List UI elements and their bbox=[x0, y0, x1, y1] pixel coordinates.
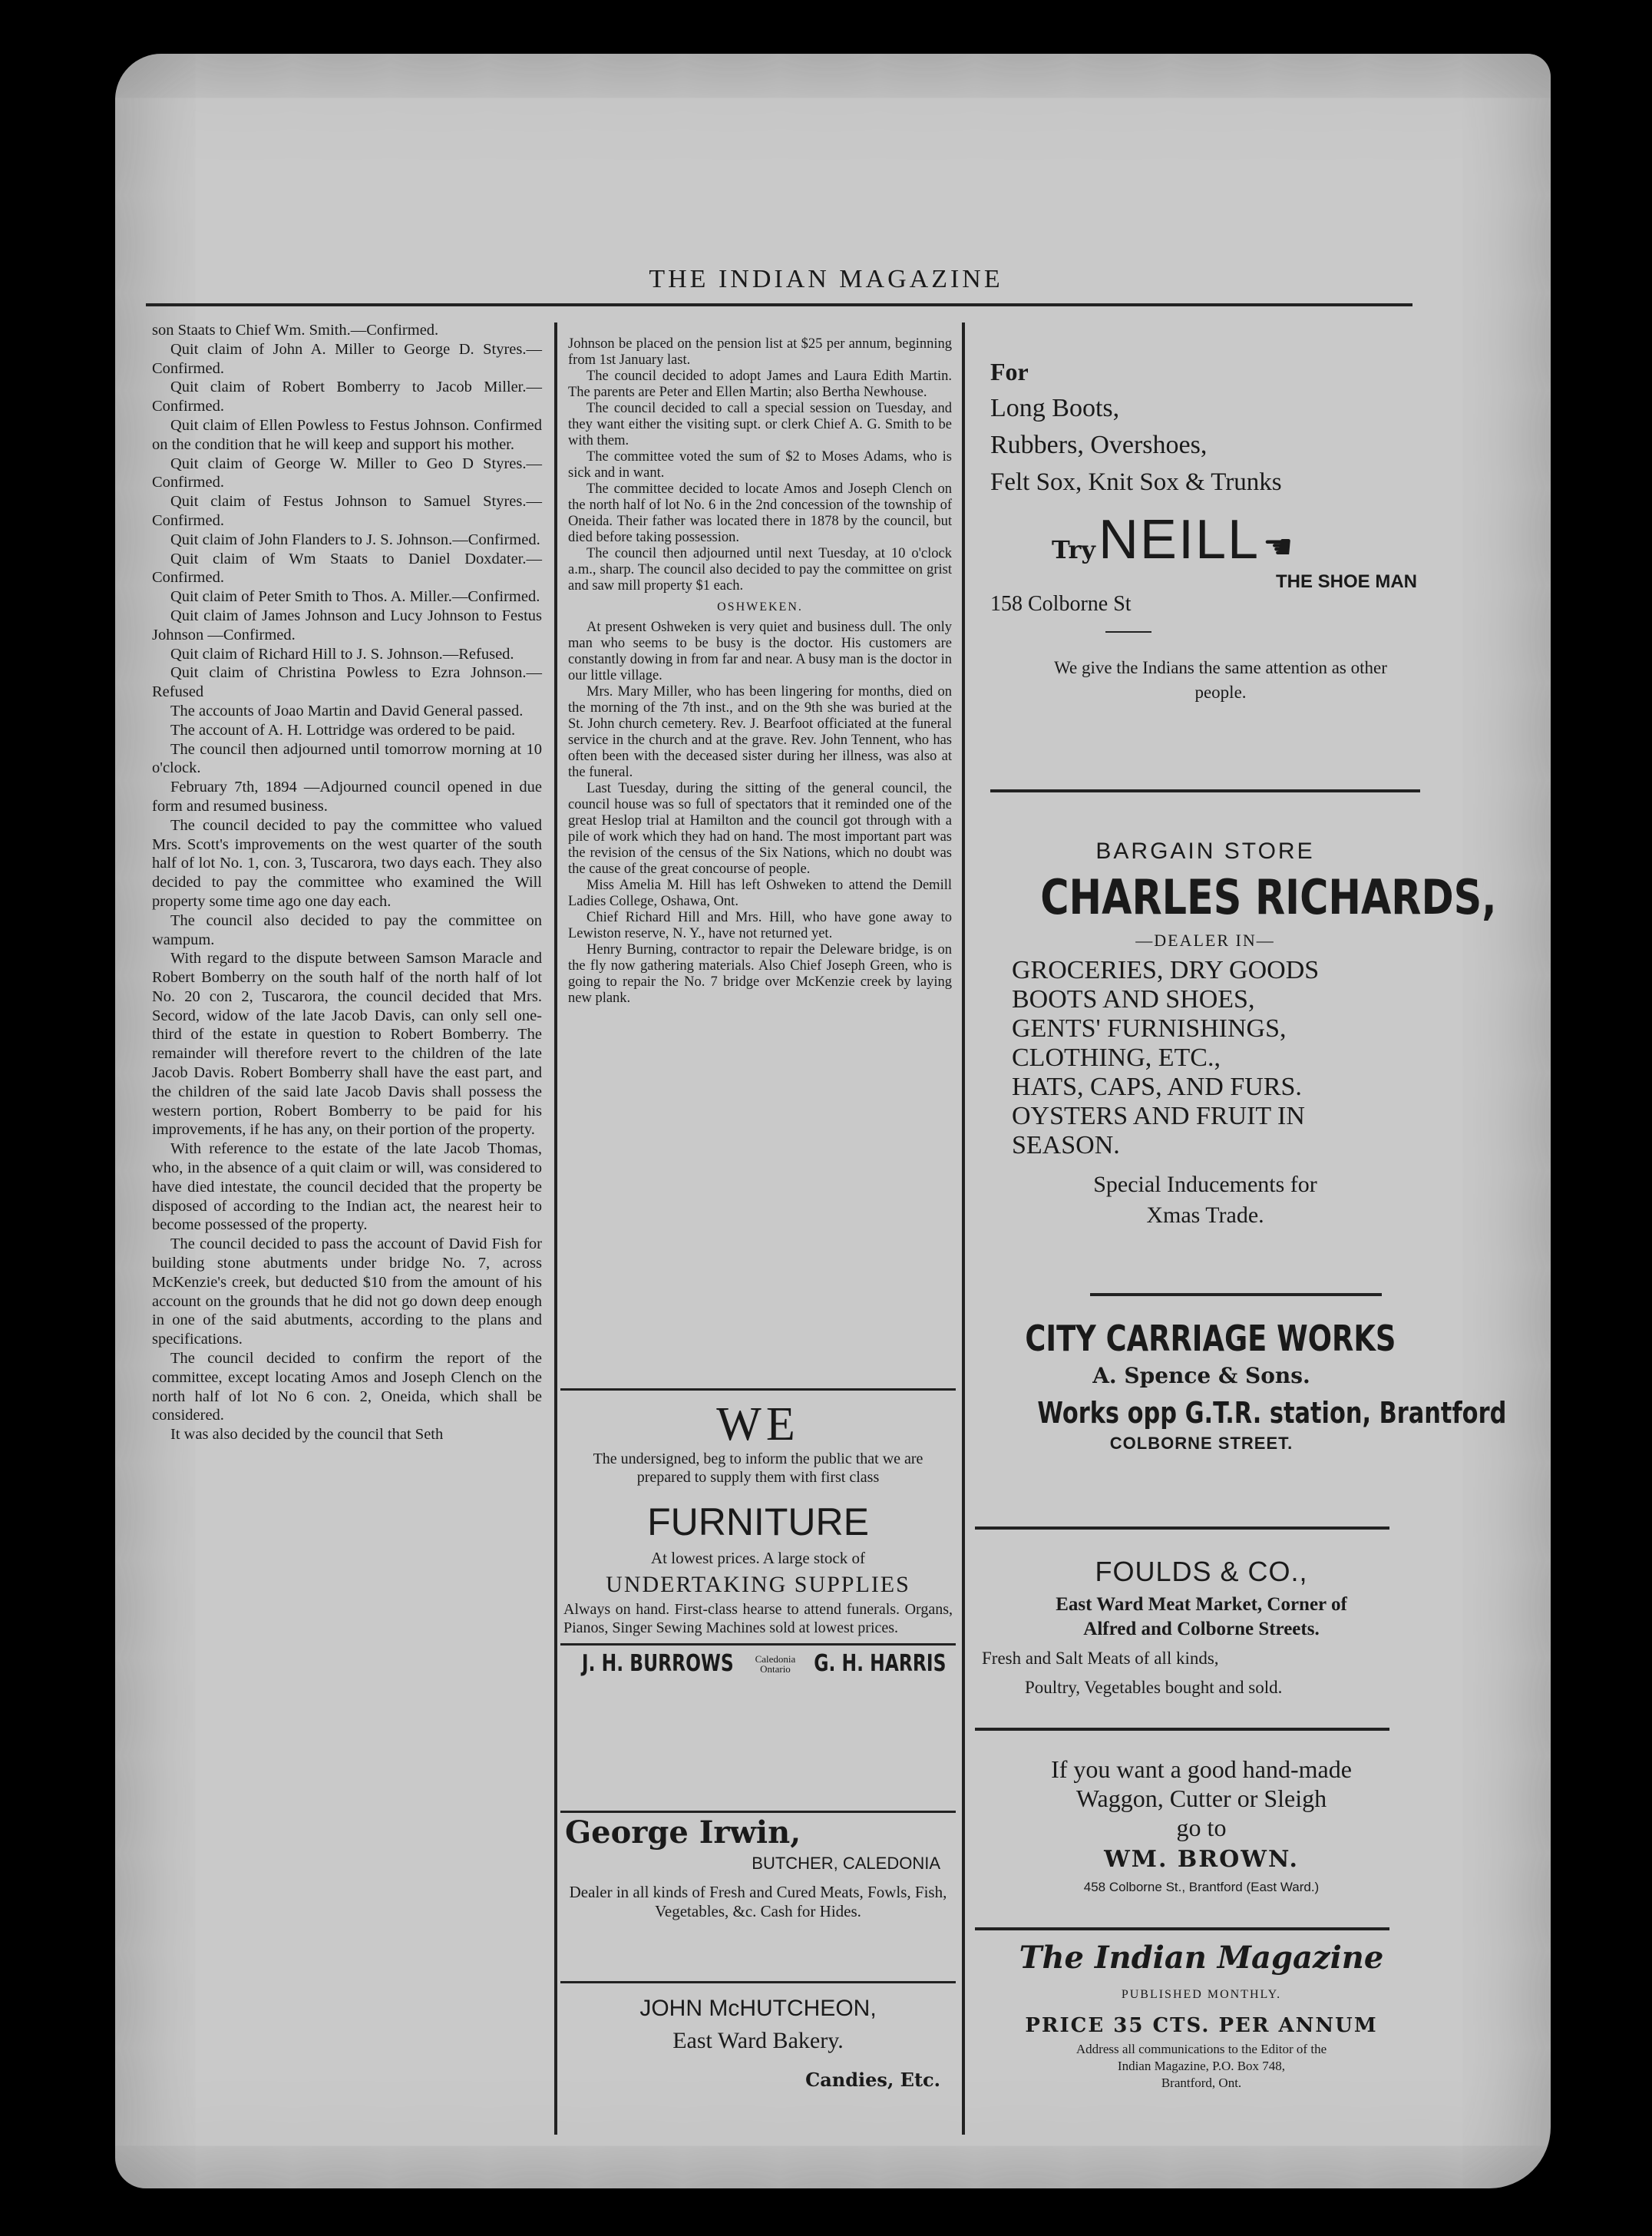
pointing-hand-icon: ☚ bbox=[1263, 528, 1294, 566]
brown-ad bbox=[979, 1755, 1424, 1897]
article-column-2 bbox=[568, 336, 952, 1007]
foulds-line4: Poultry, Vegetables bought and sold. bbox=[1025, 1678, 1283, 1697]
paragraph: Quit claim of Festus Johnson to Samuel Styres.—Confirmed. bbox=[152, 493, 542, 529]
paragraph: son Staats to Chief Wm. Smith.—Confirmed. bbox=[152, 322, 439, 339]
paragraph: The accounts of Joao Martin and David General passed. bbox=[170, 702, 524, 719]
paragraph: Quit claim of Wm Staats to Daniel Doxdater.—Confirmed. bbox=[152, 550, 542, 587]
paragraph: Quit claim of John A. Miller to George D. Styres.—Confirmed. bbox=[152, 340, 542, 377]
neill-name: NEILL bbox=[1098, 509, 1260, 571]
paragraph: The council decided to pay the committee who valued Mrs. Scott's improvements on the west quarter of the south half of lot No. 1, con. 3, Tuscarora, two days each. They also decided to pay the committee who examined the Will property some time ago one day each. bbox=[152, 816, 542, 910]
magazine-monthly: PUBLISHED MONTHLY. bbox=[1121, 1988, 1282, 2001]
paragraph: Mrs. Mary Miller, who has been lingering for months, died on the morning of the 7th inst., and on the 9th she was buried at the St. John church cemetery. Rev. J. Bearfoot officiated at the funeral service in the church and at the grave. Rev. John Tennent, who has often been with the deceased sister during her illness, was also at the funeral. bbox=[568, 684, 952, 780]
foulds-name: FOULDS & CO., bbox=[1095, 1556, 1308, 1587]
foulds-rule bbox=[975, 1728, 1389, 1731]
furniture-prices: At lowest prices. A large stock of bbox=[651, 1549, 865, 1567]
paragraph: Last Tuesday, during the sitting of the general council, the council house was so full of spectators that it reminded one of the great Heslop trial at Hamilton and the council got through with a pile of work which they had on hand. The most important part was the revision of the census of the Six Nations, which no doubt was the cause of the great concourse of people. bbox=[568, 781, 952, 877]
neill-for: For bbox=[990, 358, 1029, 385]
carriage-sons: A. Spence & Sons. bbox=[1092, 1363, 1310, 1388]
paragraph: The council then adjourned until next Tuesday, at 10 o'clock a.m., sharp. The council also decided to pay the committee on grist and saw mill property $1 each. bbox=[568, 546, 952, 594]
neill-address: 158 Colborne St bbox=[990, 592, 1132, 616]
richards-item: SEASON. bbox=[1012, 1131, 1120, 1159]
richards-item: CLOTHING, ETC., bbox=[1012, 1044, 1221, 1072]
paragraph: With reference to the estate of the late Jacob Thomas, who, in the absence of a quit claim or will, was considered to have died intestate, the council decided that the property be disposed of according to the Indian act, the nearest heir to become possessed of the property. bbox=[152, 1140, 542, 1234]
furniture-names bbox=[560, 1643, 956, 1677]
furniture-ad bbox=[560, 1399, 956, 1677]
brown-line2: Waggon, Cutter or Sleigh bbox=[1075, 1784, 1327, 1812]
magazine-address3: Brantford, Ont. bbox=[1161, 2076, 1242, 2090]
neill-try: Try bbox=[1052, 535, 1095, 564]
masthead: THE INDIAN MAGAZINE bbox=[649, 265, 1003, 293]
magazine-address1: Address all communications to the Editor of the bbox=[1075, 2042, 1327, 2056]
furniture-heading: FURNITURE bbox=[647, 1500, 869, 1543]
masthead-rule bbox=[146, 303, 1412, 306]
paragraph: The council decided to call a special session on Tuesday, and they want either the visiting supt. or clerk Chief A. G. Smith to be with them. bbox=[568, 401, 952, 448]
mchutcheon-name: JOHN McHUTCHEON, bbox=[639, 1996, 877, 2021]
richards-item: OYSTERS AND FRUIT IN bbox=[1012, 1102, 1305, 1130]
brown-name: WM. BROWN. bbox=[1104, 1846, 1299, 1873]
paragraph: Quit claim of James Johnson and Lucy Johnson to Festus Johnson —Confirmed. bbox=[152, 607, 542, 643]
paragraph: Quit claim of George W. Miller to Geo D Styres.—Confirmed. bbox=[152, 455, 542, 491]
foulds-ad bbox=[979, 1551, 1424, 1700]
irwin-sub: BUTCHER, CALEDONIA bbox=[752, 1854, 940, 1873]
richards-ad bbox=[990, 833, 1497, 1231]
brown-line1: If you want a good hand-made bbox=[1051, 1755, 1352, 1783]
paragraph: Miss Amelia M. Hill has left Oshweken to attend the Demill Ladies College, Oshawa, Ont. bbox=[568, 878, 952, 909]
neill-ad bbox=[990, 353, 1420, 705]
paragraph: The committee voted the sum of $2 to Moses Adams, who is sick and in want. bbox=[568, 449, 952, 481]
mchutcheon-sub: East Ward Bakery. bbox=[672, 2028, 844, 2053]
burrows-name: J. H. BURROWS bbox=[581, 1650, 734, 1677]
richards-special: Special Inducements for bbox=[1093, 1172, 1317, 1197]
richards-item: BOOTS AND SHOES, bbox=[1012, 985, 1255, 1014]
paragraph: At present Oshweken is very quiet and business dull. The only man who seems to be busy is the doctor. His customers are constantly dowing in from far and near. A busy man is the doctor in our little village. bbox=[568, 620, 952, 683]
richards-dealer: —DEALER IN— bbox=[1135, 931, 1275, 950]
foulds-line1: East Ward Meat Market, Corner of bbox=[1056, 1594, 1347, 1615]
we-heading: WE bbox=[716, 1398, 800, 1450]
paragraph: Quit claim of Peter Smith to Thos. A. Miller.—Confirmed. bbox=[170, 588, 540, 606]
irwin-name: George Irwin, bbox=[565, 1814, 801, 1851]
paragraph: It was also decided by the council that Seth bbox=[170, 1426, 444, 1444]
magazine-ad bbox=[979, 1937, 1424, 2092]
paragraph: The council decided to adopt James and Laura Edith Martin. The parents are Peter and Ellen Martin; also Bertha Newhouse. bbox=[568, 369, 952, 400]
richards-items bbox=[990, 956, 1420, 1160]
column-divider-2 bbox=[962, 322, 965, 2135]
carriage-street: COLBORNE STREET. bbox=[1109, 1434, 1294, 1453]
carriage-rule bbox=[975, 1526, 1389, 1530]
neill-rule bbox=[990, 789, 1420, 792]
brown-rule bbox=[975, 1927, 1389, 1930]
undertaking-body: Always on hand. First-class hearse to attend funerals. Organs, Pianos, Singer Sewing Machines sold at lowest prices. bbox=[563, 1601, 953, 1636]
paragraph: Henry Burning, contractor to repair the Deleware bridge, is on the fly now gathering materials. Also Chief Joseph Green, who is going to repair the No. 7 bridge over McKenzie creek by laying new plank. bbox=[568, 942, 952, 1006]
paragraph: February 7th, 1894 —Adjourned council opened in due form and resumed business. bbox=[152, 779, 542, 815]
furniture-rule bbox=[560, 1811, 956, 1813]
paragraph: Chief Richard Hill and Mrs. Hill, who have gone away to Lewiston reserve, N. Y., have not returned yet. bbox=[568, 910, 952, 941]
brown-line3: go to bbox=[1176, 1814, 1227, 1841]
neill-logo bbox=[990, 508, 1420, 571]
paragraph: Quit claim of Robert Bomberry to Jacob Miller.—Confirmed. bbox=[152, 379, 542, 415]
magazine-price: PRICE 35 CTS. PER ANNUM bbox=[1025, 2014, 1378, 2037]
paragraph: Quit claim of Ellen Powless to Festus Johnson. Confirmed on the condition that he will keep and support his mother. bbox=[152, 416, 542, 453]
oshweken-heading: OSHWEKEN. bbox=[717, 600, 803, 614]
richards-rule bbox=[1090, 1293, 1382, 1296]
paragraph: Quit claim of John Flanders to J. S. Johnson.—Confirmed. bbox=[170, 531, 540, 548]
foulds-line3: Fresh and Salt Meats of all kinds, bbox=[982, 1649, 1219, 1668]
richards-xmas: Xmas Trade. bbox=[1146, 1202, 1264, 1228]
magazine-name: The Indian Magazine bbox=[1019, 1940, 1384, 1976]
column-divider-1 bbox=[554, 322, 557, 2135]
column-2-rule bbox=[560, 1388, 956, 1391]
richards-top: BARGAIN STORE bbox=[1095, 838, 1315, 864]
caledonia-ontario: Caledonia Ontario bbox=[755, 1652, 796, 1675]
paragraph: With regard to the dispute between Samson Maracle and Robert Bomberry on the south half of the north half of lot No. 20 con 2, Tuscarora, the council decided that Mrs. Secord, widow of the late Jacob Davis, can only sell one-third of the estate in question to Robert Bomberry. The remainder will therefore revert to the children of the late Jacob Davis. Robert Bomberry shall have the east part, and the children of the said late Jacob Davis shall possess the western portion, Robert Bomberry to be paid for his improvements, if he has any, on their portion of the property. bbox=[152, 950, 542, 1139]
paragraph: The council decided to confirm the report of the committee, except locating Amos and Joseph Clench on the north half of lot No 6 con. 2, Oneida, which shall be considered. bbox=[152, 1350, 542, 1424]
mchutcheon-ad bbox=[560, 1993, 956, 2103]
furniture-intro: The undersigned, beg to inform the public that we are prepared to supply them with first class bbox=[593, 1450, 923, 1486]
paragraph: The committee decided to locate Amos and Joseph Clench on the north half of lot No. 6 in the 2nd concession of the township of Oneida. Their father was located there in 1878 by the council, but died before taking possession. bbox=[568, 481, 952, 545]
neill-tag: THE SHOE MAN bbox=[1275, 571, 1417, 592]
irwin-rule bbox=[560, 1981, 956, 1983]
carriage-works: Works opp G.T.R. station, Brantford bbox=[1037, 1396, 1507, 1430]
neill-line3: Felt Sox, Knit Sox & Trunks bbox=[990, 468, 1282, 496]
article-column-1 bbox=[152, 321, 542, 1444]
richards-item: HATS, CAPS, AND FURS. bbox=[1012, 1073, 1302, 1101]
mchutcheon-footer: Candies, Etc. bbox=[805, 2069, 940, 2091]
paragraph: Quit claim of Christina Powless to Ezra Johnson.—Refused bbox=[152, 664, 542, 701]
richards-name: CHARLES RICHARDS, bbox=[1040, 869, 1497, 925]
undertaking-heading: UNDERTAKING SUPPLIES bbox=[606, 1572, 910, 1597]
richards-item: GENTS' FURNISHINGS, bbox=[1012, 1014, 1287, 1043]
richards-item: GROCERIES, DRY GOODS bbox=[1012, 956, 1320, 984]
neill-line2: Rubbers, Overshoes, bbox=[990, 431, 1208, 459]
paragraph: The account of A. H. Lottridge was ordered to be paid. bbox=[170, 721, 516, 739]
paragraph: The council decided to pass the account of David Fish for building stone abutments under bridge No. 7, across McKenzie's creek, but deducted $10 from the amount of his account on the grounds that he did not go down deep enough in one of the said abutments, according to the plans and specifications. bbox=[152, 1235, 542, 1348]
paragraph: Johnson be placed on the pension list at $25 per annum, beginning from 1st January last. bbox=[568, 336, 952, 368]
irwin-body: Dealer in all kinds of Fresh and Cured Meats, Fowls, Fish, Vegetables, &c. Cash for Hides. bbox=[569, 1883, 947, 1920]
paragraph: The council then adjourned until tomorrow morning at 10 o'clock. bbox=[152, 740, 542, 777]
irwin-ad bbox=[560, 1814, 956, 1921]
brown-address: 458 Colborne St., Brantford (East Ward.) bbox=[1083, 1880, 1320, 1894]
carriage-name: CITY CARRIAGE WORKS bbox=[1025, 1318, 1396, 1359]
carriage-ad bbox=[979, 1317, 1507, 1454]
neill-note: We give the Indians the same attention as other people. bbox=[1054, 658, 1387, 702]
paragraph: The council also decided to pay the committee on wampum. bbox=[152, 911, 542, 948]
foulds-line2: Alfred and Colborne Streets. bbox=[1083, 1619, 1320, 1639]
harris-name: G. H. HARRIS bbox=[814, 1650, 947, 1677]
magazine-address2: Indian Magazine, P.O. Box 748, bbox=[1117, 2059, 1286, 2073]
neill-line1: Long Boots, bbox=[990, 394, 1120, 422]
paragraph: Quit claim of Richard Hill to J. S. Johnson.—Refused. bbox=[170, 645, 514, 663]
